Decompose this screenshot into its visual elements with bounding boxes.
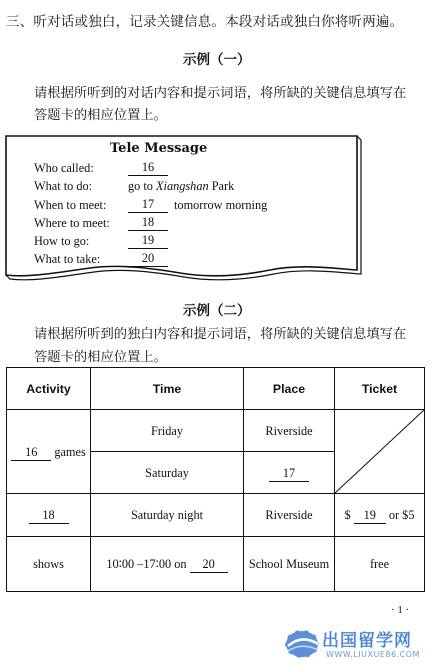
row-label: Where to meet: xyxy=(34,216,110,230)
row-how-to-go xyxy=(34,234,89,249)
r1-activity xyxy=(7,445,90,461)
example2-instruction-line1: 请根据所听到的独白内容和提示词语，将所缺的关键信息填写在 xyxy=(34,327,407,342)
r3-place: School Museum xyxy=(248,557,330,571)
header-place: Place xyxy=(272,382,306,396)
r1a-place: Riverside xyxy=(265,424,313,438)
row-label: What to take: xyxy=(34,252,101,266)
example1-title: 示例（一） xyxy=(183,52,251,68)
r2-ticket-pre: $ xyxy=(344,508,351,522)
blank-18: 18 xyxy=(128,215,168,231)
header-time: Time xyxy=(152,382,182,396)
r3-time-pre: 10∶00 –17∶00 on xyxy=(106,557,187,571)
blank-16: 16 xyxy=(128,160,168,176)
row-label: When to meet: xyxy=(34,198,107,212)
r1b-place xyxy=(244,466,334,482)
r1-activity-blank: 16 xyxy=(11,445,51,461)
example2-title: 示例（二） xyxy=(183,303,251,319)
blank-20: 20 xyxy=(128,251,168,267)
r2-ticket xyxy=(335,508,424,524)
r2-time: Saturday night xyxy=(130,508,204,522)
watermark-logo xyxy=(282,624,442,664)
what-to-do-post: Park xyxy=(208,179,235,193)
r2-activity-blank: 18 xyxy=(29,508,69,524)
when-to-meet-suffix: tomorrow morning xyxy=(174,198,268,212)
r3-time xyxy=(91,557,243,573)
row-label: How to go: xyxy=(34,234,90,248)
what-to-do-pre: go to xyxy=(128,179,157,193)
r3-ticket: free xyxy=(369,557,390,571)
r2-ticket-blank: 19 xyxy=(354,508,386,524)
example1-instruction-line2: 答题卡的相应位置上。 xyxy=(34,108,167,123)
r2-ticket-mid: or xyxy=(388,508,400,522)
blank-19: 19 xyxy=(128,233,168,249)
page-number: · 1 · xyxy=(391,604,410,616)
r2-place: Riverside xyxy=(265,508,313,522)
r3-activity: shows xyxy=(33,557,64,571)
row-what-to-take xyxy=(34,252,100,267)
header-ticket: Ticket xyxy=(361,382,398,396)
example1-instruction-line1: 请根据所听到的对话内容和提示词语，将所缺的关键信息填写在 xyxy=(34,86,407,101)
blank-17: 17 xyxy=(128,197,168,213)
r3-time-blank: 20 xyxy=(190,557,228,573)
r1a-time: Friday xyxy=(150,424,184,438)
header-activity: Activity xyxy=(26,382,71,396)
row-when-to-meet xyxy=(34,198,106,213)
row-label: Who called: xyxy=(34,161,94,175)
watermark-url-text: WWW.LIUXUE86.COM xyxy=(326,650,420,659)
what-to-do-value xyxy=(128,179,234,194)
row-where-to-meet xyxy=(34,216,110,231)
watermark-brand-text: 出国留学网 xyxy=(322,631,412,651)
r1-activity-text: games xyxy=(54,445,86,459)
row-who-called xyxy=(34,161,94,176)
tele-message-title: Tele Message xyxy=(110,141,208,156)
r1b-time: Saturday xyxy=(145,466,189,480)
row-what-to-do xyxy=(34,179,92,194)
section-heading: 三、听对话或独白，记录关键信息。本段对话或独白你将听两遍。 xyxy=(6,14,404,30)
r2-ticket-post: $5 xyxy=(402,508,415,522)
what-to-do-italic: Xiangshan xyxy=(156,179,209,193)
r2-activity xyxy=(7,508,90,524)
row-label: What to do: xyxy=(34,179,93,193)
example2-instruction-line2: 答题卡的相应位置上。 xyxy=(34,350,167,365)
r1b-place-blank: 17 xyxy=(269,466,309,482)
